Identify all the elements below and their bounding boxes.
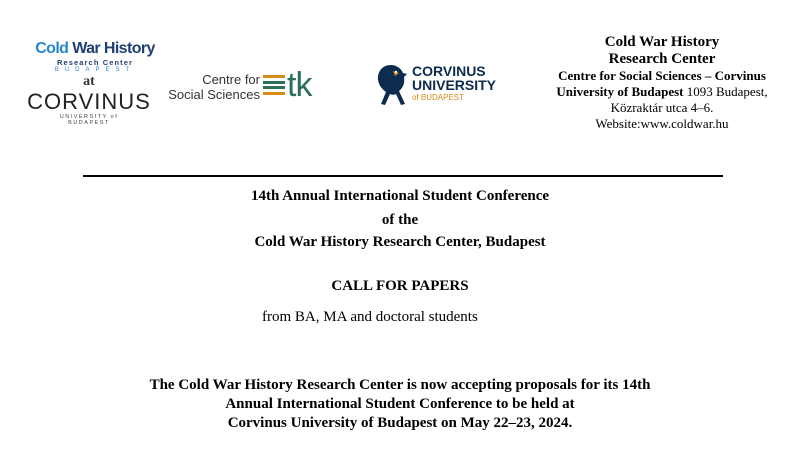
cub-logo-name: CORVINUS UNIVERSITY — [412, 63, 497, 93]
cwh-logo-city: BUDAPEST — [54, 67, 136, 73]
corvinus-budapest: BUDAPEST — [68, 120, 110, 126]
announcement-line2: Annual International Student Conference to be held at — [225, 396, 575, 412]
cwh-corvinus-logo — [22, 38, 156, 128]
corvinus-university-logo — [374, 62, 514, 110]
tk-bars-icon — [263, 75, 285, 99]
call-for-papers-heading: CALL FOR PAPERS — [331, 278, 469, 294]
corvinus-university-of: UNIVERSITY of — [59, 114, 119, 120]
announcement-line1: The Cold War History Research Center is now accepting proposals for its 14th — [149, 377, 651, 393]
corvinus-wordmark: CORVINUS — [27, 89, 151, 114]
header-street: Közraktár utca 4–6. — [610, 100, 714, 115]
header-address: Centre for Social Sciences – Corvinus University of Budapest 1093 Budapest, — [556, 68, 768, 99]
centre-for-social-sciences-logo — [168, 66, 336, 104]
conference-title-line1: 14th Annual International Student Conference — [250, 188, 550, 204]
header-contact-block — [540, 34, 784, 132]
header-title-line1: Cold War History — [604, 34, 720, 50]
cwh-logo-title: Cold War History — [35, 40, 155, 57]
conference-title-line2: of the — [381, 212, 419, 228]
cwh-logo-subtitle: Research Center — [56, 58, 134, 67]
header-website: Website:www.coldwar.hu — [595, 116, 729, 131]
conference-title-line3: Cold War History Research Center, Budapest — [254, 234, 546, 250]
corvinus-raven-icon — [374, 62, 408, 108]
cwh-logo-at: at — [83, 74, 95, 89]
call-audience: from BA, MA and doctoral students — [262, 309, 478, 325]
cub-logo-of-budapest: of BUDAPEST — [412, 93, 465, 102]
header-divider — [83, 175, 723, 177]
tk-logo-text: Centre for Social Sciences — [168, 72, 260, 102]
header-title-line2: Research Center — [608, 51, 716, 67]
announcement-line3: Corvinus University of Budapest on May 22–23, 2024. — [227, 415, 573, 431]
tk-letters: tk — [287, 66, 312, 104]
